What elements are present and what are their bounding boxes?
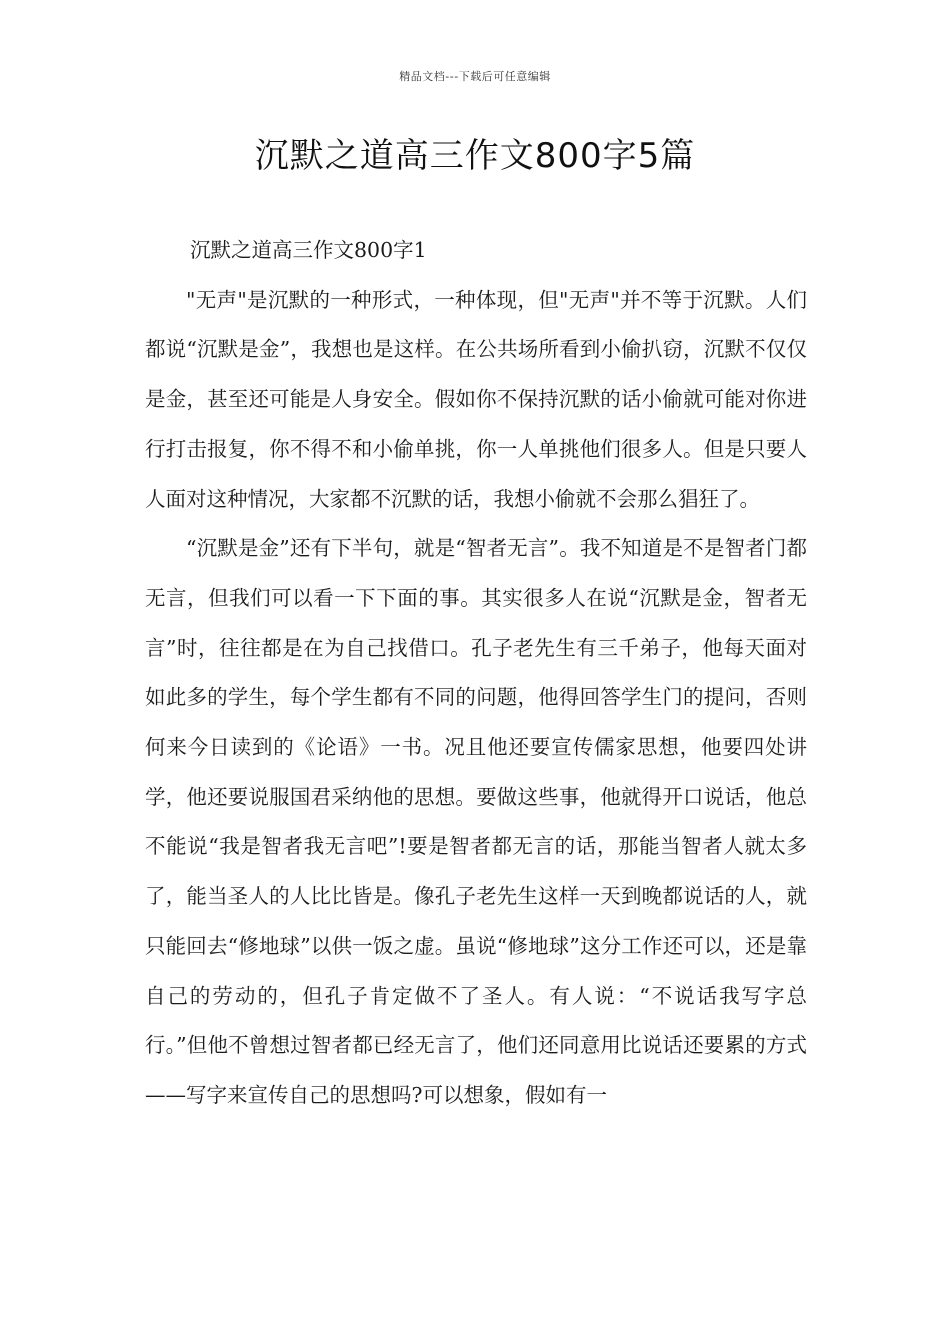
section-title: 沉默之道高三作文800字1 — [190, 238, 427, 262]
header-note: 精品文档---下载后可任意编辑 — [399, 70, 551, 83]
paragraph-1: "无声"是沉默的一种形式，一种体现，但"无声"并不等于沉默。人们都说“沉默是金”，我想也是这样。在公共场所看到小偷扒窃，沉默不仅仅是金，甚至还可能是人身安全。假如你不保持沉默的话小偷就可能对你进行打击报复，你不得不和小偷单挑，你一人单挑他们很多人。但是只要人人面对这种情况，大家都不沉默的话，我想小偷就不会那么猖狂了。 — [145, 287, 807, 511]
document-title: 沉默之道高三作文800字5篇 — [254, 136, 696, 176]
paragraph-2: “沉默是金”还有下半句，就是“智者无言”。我不知道是不是智者门都无言，但我们可以看一下下面的事。其实很多人在说“沉默是金，智者无言”时，往往都是在为自己找借口。孔子老先生有三千弟子，他每天面对如此多的学生，每个学生都有不同的问题，他得回答学生门的提问，否则何来今日读到的《论语》一书。况且他还要宣传儒家思想，他要四处讲学，他还要说服国君采纳他的思想。要做这些事，他就得开口说话，他总不能说“我是智者我无言吧”!要是智者都无言的话，那能当智者人就太多了，能当圣人的人比比皆是。像孔子老先生这样一天到晚都说话的人，就只能回去“修地球”以供一饭之虚。虽说“修地球”这分工作还可以，还是靠自己的劳动的，但孔子肯定做不了圣人。有人说：“不说话我写字总行。”但他不曾想过智者都已经无言了，他们还同意用比说话还要累的方式——写字来宣传自己的思想吗?可以想象，假如有一 — [145, 536, 807, 1107]
document-body — [145, 226, 807, 1121]
